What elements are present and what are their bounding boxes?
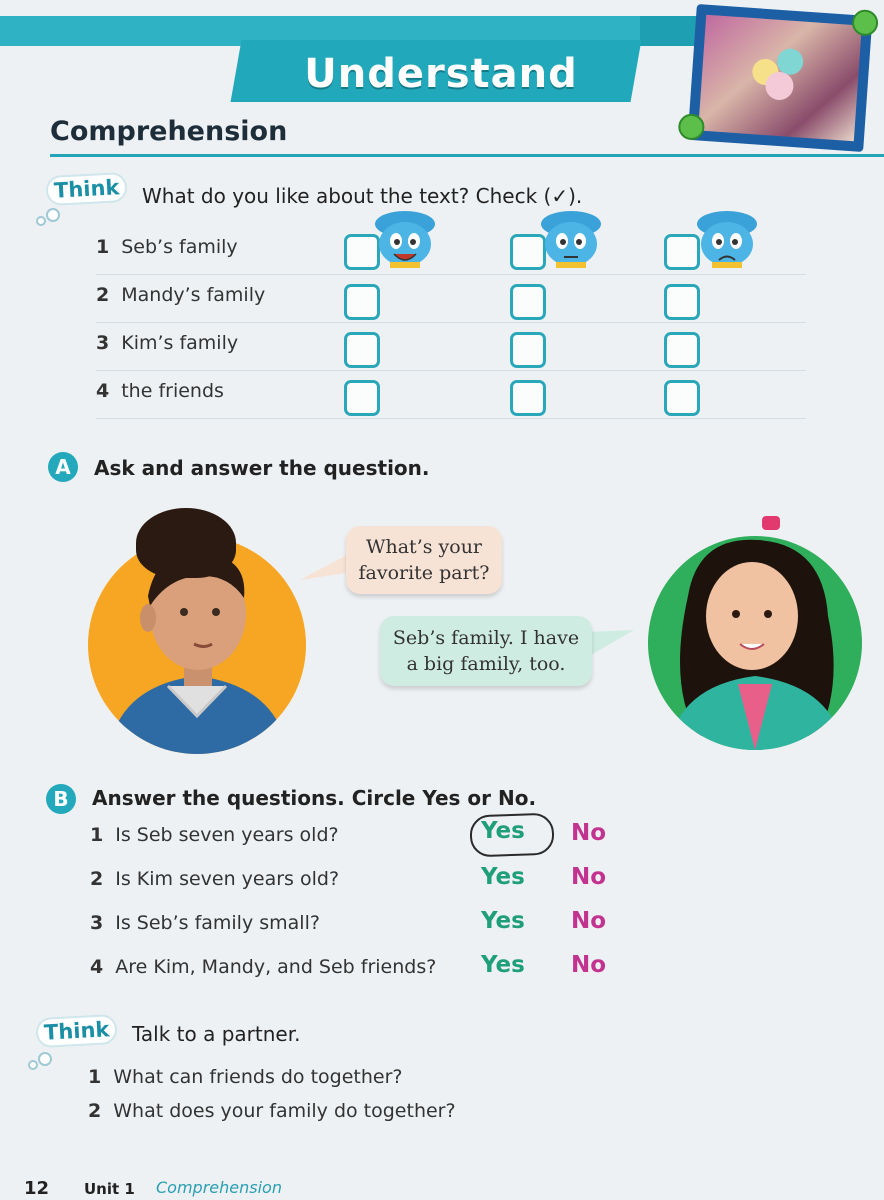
bubble-tail — [586, 628, 634, 664]
item-text: What can friends do together? — [113, 1066, 403, 1088]
speech-bubble-girl — [380, 616, 592, 686]
row-divider — [96, 274, 806, 275]
speech-bubble-boy — [346, 526, 502, 594]
thought-dot — [28, 1060, 38, 1070]
yes-option[interactable]: Yes — [481, 818, 525, 844]
checkbox-neutral[interactable] — [510, 380, 546, 416]
frame-clip-icon — [677, 113, 705, 141]
frame-clip-icon — [851, 9, 879, 37]
question-text: Is Kim seven years old? — [115, 868, 340, 890]
no-option[interactable]: No — [571, 952, 607, 978]
footer-unit: Unit 1 — [84, 1180, 135, 1198]
hair-bow-icon — [762, 516, 780, 530]
item-number: 1 — [96, 236, 110, 258]
discussion-item — [88, 1100, 456, 1122]
checkbox-sad[interactable] — [664, 380, 700, 416]
exercise-badge-a: A — [48, 452, 78, 482]
no-option[interactable]: No — [571, 820, 607, 846]
yes-option[interactable]: Yes — [481, 864, 525, 890]
question-text: Is Seb seven years old? — [115, 824, 339, 846]
happy-face-icon — [372, 208, 438, 268]
no-option[interactable]: No — [571, 908, 607, 934]
page-number: 12 — [24, 1178, 50, 1199]
row-divider — [96, 418, 806, 419]
exercise-b-instruction: Answer the questions. Circle Yes or No. — [92, 786, 537, 810]
question-number: 2 — [90, 868, 104, 890]
item-text: Seb’s family — [121, 236, 238, 258]
checkbox-happy[interactable] — [344, 380, 380, 416]
sad-face-icon — [694, 208, 760, 268]
footer-section: Comprehension — [156, 1178, 282, 1197]
girl-illustration — [648, 536, 862, 750]
question-number: 1 — [90, 824, 104, 846]
question-item — [90, 824, 339, 846]
no-option[interactable]: No — [571, 864, 607, 890]
exercise-a-instruction: Ask and answer the question. — [94, 456, 430, 480]
neutral-face-icon — [538, 208, 604, 268]
cupcake-photo — [698, 15, 862, 142]
checkbox-neutral[interactable] — [510, 332, 546, 368]
think-label: Think — [35, 1014, 118, 1048]
item-text: What does your family do together? — [113, 1100, 456, 1122]
item-number: 3 — [96, 332, 110, 354]
bubble-line: What’s your — [365, 536, 483, 558]
think-label: Think — [45, 172, 128, 206]
girl-photo — [648, 536, 862, 750]
checkbox-sad[interactable] — [664, 332, 700, 368]
yes-option[interactable]: Yes — [481, 908, 525, 934]
question-item — [90, 956, 436, 978]
list-item — [96, 332, 238, 354]
bubble-line: favorite part? — [358, 562, 490, 584]
item-text: the friends — [121, 380, 224, 402]
banner-title: Understand — [304, 51, 578, 97]
yes-option[interactable]: Yes — [481, 952, 525, 978]
bubble-line: a big family, too. — [406, 653, 566, 675]
checkbox-sad[interactable] — [664, 284, 700, 320]
bubble-line: Seb’s family. I have — [392, 627, 580, 649]
cupcake-pink — [764, 71, 794, 101]
question-item — [90, 912, 320, 934]
boy-hair — [136, 508, 236, 578]
exercise-badge-b: B — [46, 784, 76, 814]
checkbox-happy[interactable] — [344, 284, 380, 320]
think-prompt: What do you like about the text? Check (✓). — [142, 184, 583, 208]
item-text: Kim’s family — [121, 332, 239, 354]
question-item — [90, 868, 339, 890]
bubble-tail — [300, 548, 352, 584]
thought-dot — [38, 1052, 52, 1066]
list-item — [96, 236, 238, 258]
thought-dot — [46, 208, 60, 222]
list-item — [96, 284, 265, 306]
checkbox-happy[interactable] — [344, 332, 380, 368]
item-text: Mandy’s family — [121, 284, 266, 306]
question-text: Are Kim, Mandy, and Seb friends? — [115, 956, 437, 978]
think2-prompt: Talk to a partner. — [132, 1022, 301, 1046]
header-stripe-accent — [640, 16, 700, 46]
discussion-item — [88, 1066, 403, 1088]
answer-circle-mark — [469, 813, 554, 858]
item-number: 2 — [88, 1100, 102, 1122]
item-number: 1 — [88, 1066, 102, 1088]
item-number: 2 — [96, 284, 110, 306]
item-number: 4 — [96, 380, 110, 402]
section-title: Comprehension — [50, 116, 288, 147]
question-number: 4 — [90, 956, 104, 978]
thought-dot — [36, 216, 46, 226]
row-divider — [96, 370, 806, 371]
header-photo — [687, 4, 872, 152]
section-divider — [50, 154, 884, 157]
checkbox-neutral[interactable] — [510, 284, 546, 320]
list-item — [96, 380, 224, 402]
question-text: Is Seb’s family small? — [115, 912, 320, 934]
row-divider — [96, 322, 806, 323]
question-number: 3 — [90, 912, 104, 934]
